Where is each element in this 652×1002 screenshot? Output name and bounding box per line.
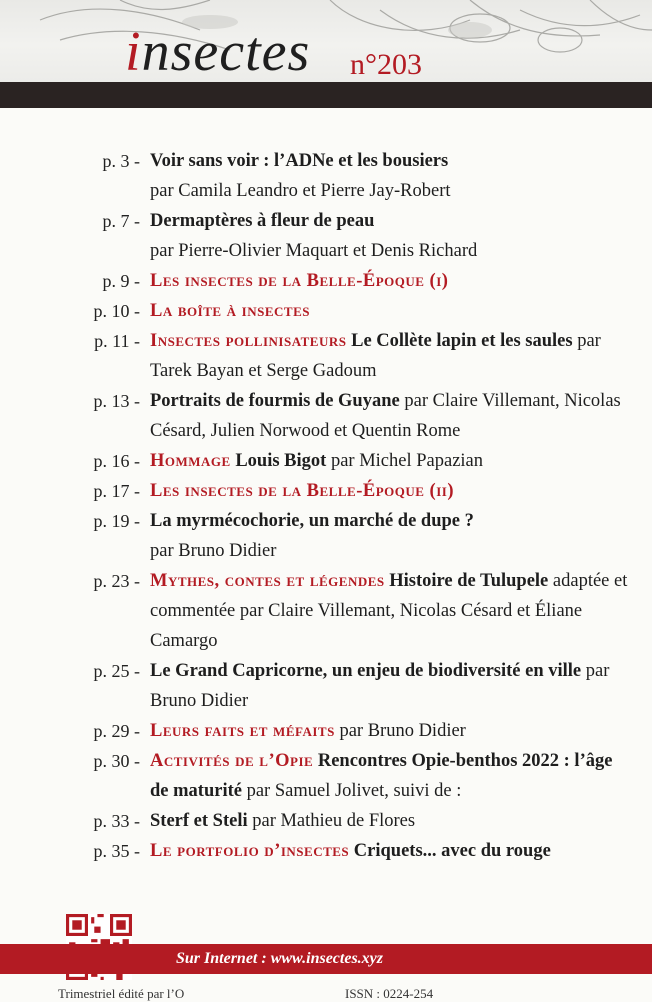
toc-entry[interactable] xyxy=(0,326,652,386)
toc-entry-text xyxy=(150,296,634,326)
toc-byline: par Claire Villemant, Nicolas Césard, Julien Norwood et Quentin Rome xyxy=(150,391,621,441)
toc-byline: adaptée et commentée par Claire Villemant, Nicolas Césard et Éliane Camargo xyxy=(150,571,628,651)
toc-page-number: p. 33 - xyxy=(93,811,140,831)
toc-title: Voir sans voir : l’ADNe et les bousiers xyxy=(150,151,449,171)
toc-rubric: Les insectes de la Belle-Époque (i) xyxy=(150,271,449,291)
toc-entry[interactable] xyxy=(0,806,652,836)
toc-entry[interactable] xyxy=(0,446,652,476)
toc-page-number: p. 10 - xyxy=(93,301,140,321)
table-of-contents xyxy=(0,146,652,866)
toc-byline: par Tarek Bayan et Serge Gadoum xyxy=(150,331,601,381)
toc-title: La myrmécochorie, un marché de dupe ? xyxy=(150,511,474,531)
toc-title: Louis Bigot xyxy=(235,451,327,471)
toc-title: Histoire de Tulupele xyxy=(389,571,549,591)
toc-rubric: Le portfolio d’insectes xyxy=(150,841,350,861)
magazine-title-initial: i xyxy=(125,21,142,82)
issue-number: n°203 xyxy=(350,48,422,81)
toc-byline: par Camila Leandro et Pierre Jay-Robert xyxy=(150,181,451,201)
insect-sketch-illustration xyxy=(0,0,652,82)
toc-entry-text xyxy=(150,716,634,746)
toc-entry[interactable] xyxy=(0,566,652,656)
toc-page-number: p. 17 - xyxy=(93,481,140,501)
toc-page-number: p. 19 - xyxy=(93,511,140,531)
toc-entry-text xyxy=(150,266,634,296)
toc-byline: par Bruno Didier xyxy=(150,541,277,561)
toc-entry[interactable] xyxy=(0,746,652,806)
toc-entry-text xyxy=(150,206,634,266)
issn: ISSN : 0224-254 xyxy=(345,986,434,1001)
toc-title: Dermaptères à fleur de peau xyxy=(150,211,375,231)
toc-entry-text xyxy=(150,806,634,836)
magazine-title-rest: nsectes xyxy=(141,21,311,82)
toc-rubric: Leurs faits et méfaits xyxy=(150,721,335,741)
toc-rubric: Les insectes de la Belle-Époque (ii) xyxy=(150,481,454,501)
toc-page-number: p. 3 - xyxy=(102,151,140,171)
toc-page-number: p. 11 - xyxy=(94,331,140,351)
toc-title: Criquets... avec du rouge xyxy=(353,841,551,861)
toc-page-number: p. 16 - xyxy=(93,451,140,471)
toc-entry[interactable] xyxy=(0,386,652,446)
toc-page-number: p. 35 - xyxy=(93,841,140,861)
toc-entry[interactable] xyxy=(0,296,652,326)
toc-page-number: p. 7 - xyxy=(102,211,140,231)
toc-rubric: Activités de l’Opie xyxy=(150,751,314,771)
header-illustration xyxy=(0,0,652,82)
toc-byline: par Pierre-Olivier Maquart et Denis Richard xyxy=(150,241,478,261)
toc-page-number: p. 23 - xyxy=(93,571,140,591)
toc-entry-text xyxy=(150,476,634,506)
toc-page-number: p. 9 - xyxy=(102,271,140,291)
toc-title: Rencontres Opie-benthos 2022 : l’âge de maturité xyxy=(150,751,613,801)
header-bar xyxy=(0,82,652,108)
toc-entry[interactable] xyxy=(0,716,652,746)
toc-title: Portraits de fourmis de Guyane xyxy=(150,391,400,411)
publisher-note: Trimestriel édité par l’O xyxy=(58,986,185,1001)
toc-page-number: p. 25 - xyxy=(93,661,140,681)
toc-entry[interactable] xyxy=(0,506,652,566)
toc-entry-text xyxy=(150,566,634,656)
toc-entry[interactable] xyxy=(0,146,652,206)
toc-entry-text xyxy=(150,836,634,866)
magazine-title xyxy=(125,21,311,82)
toc-entry-text xyxy=(150,326,634,386)
toc-title: Le Grand Capricorne, un enjeu de biodiversité en ville xyxy=(150,661,582,681)
toc-entry[interactable] xyxy=(0,206,652,266)
toc-byline: par Bruno Didier xyxy=(150,661,610,711)
toc-title: Sterf et Steli xyxy=(150,811,248,831)
toc-rubric: Insectes pollinisateurs xyxy=(150,331,347,351)
toc-entry-text xyxy=(150,446,634,476)
toc-rubric: La boîte à insectes xyxy=(150,301,310,321)
toc-byline: par Bruno Didier xyxy=(339,721,466,741)
toc-byline: par Mathieu de Flores xyxy=(252,811,416,831)
toc-entry-text xyxy=(150,746,634,806)
website-banner xyxy=(0,944,652,974)
toc-page-number: p. 30 - xyxy=(93,751,140,771)
toc-entry[interactable] xyxy=(0,656,652,716)
toc-entry[interactable] xyxy=(0,266,652,296)
toc-entry-text xyxy=(150,386,634,446)
toc-entry[interactable] xyxy=(0,836,652,866)
toc-rubric: Hommage xyxy=(150,451,231,471)
toc-byline: par Samuel Jolivet, suivi de : xyxy=(246,781,462,801)
toc-entry-text xyxy=(150,656,634,716)
toc-entry[interactable] xyxy=(0,476,652,506)
toc-byline: par Michel Papazian xyxy=(330,451,483,471)
website-link[interactable]: Sur Internet : www.insectes.xyz xyxy=(176,950,383,967)
toc-page-number: p. 29 - xyxy=(93,721,140,741)
toc-rubric: Mythes, contes et légendes xyxy=(150,571,385,591)
toc-page-number: p. 13 - xyxy=(93,391,140,411)
toc-title: Le Collète lapin et les saules xyxy=(351,331,573,351)
toc-entry-text xyxy=(150,506,634,566)
toc-entry-text xyxy=(150,146,634,206)
